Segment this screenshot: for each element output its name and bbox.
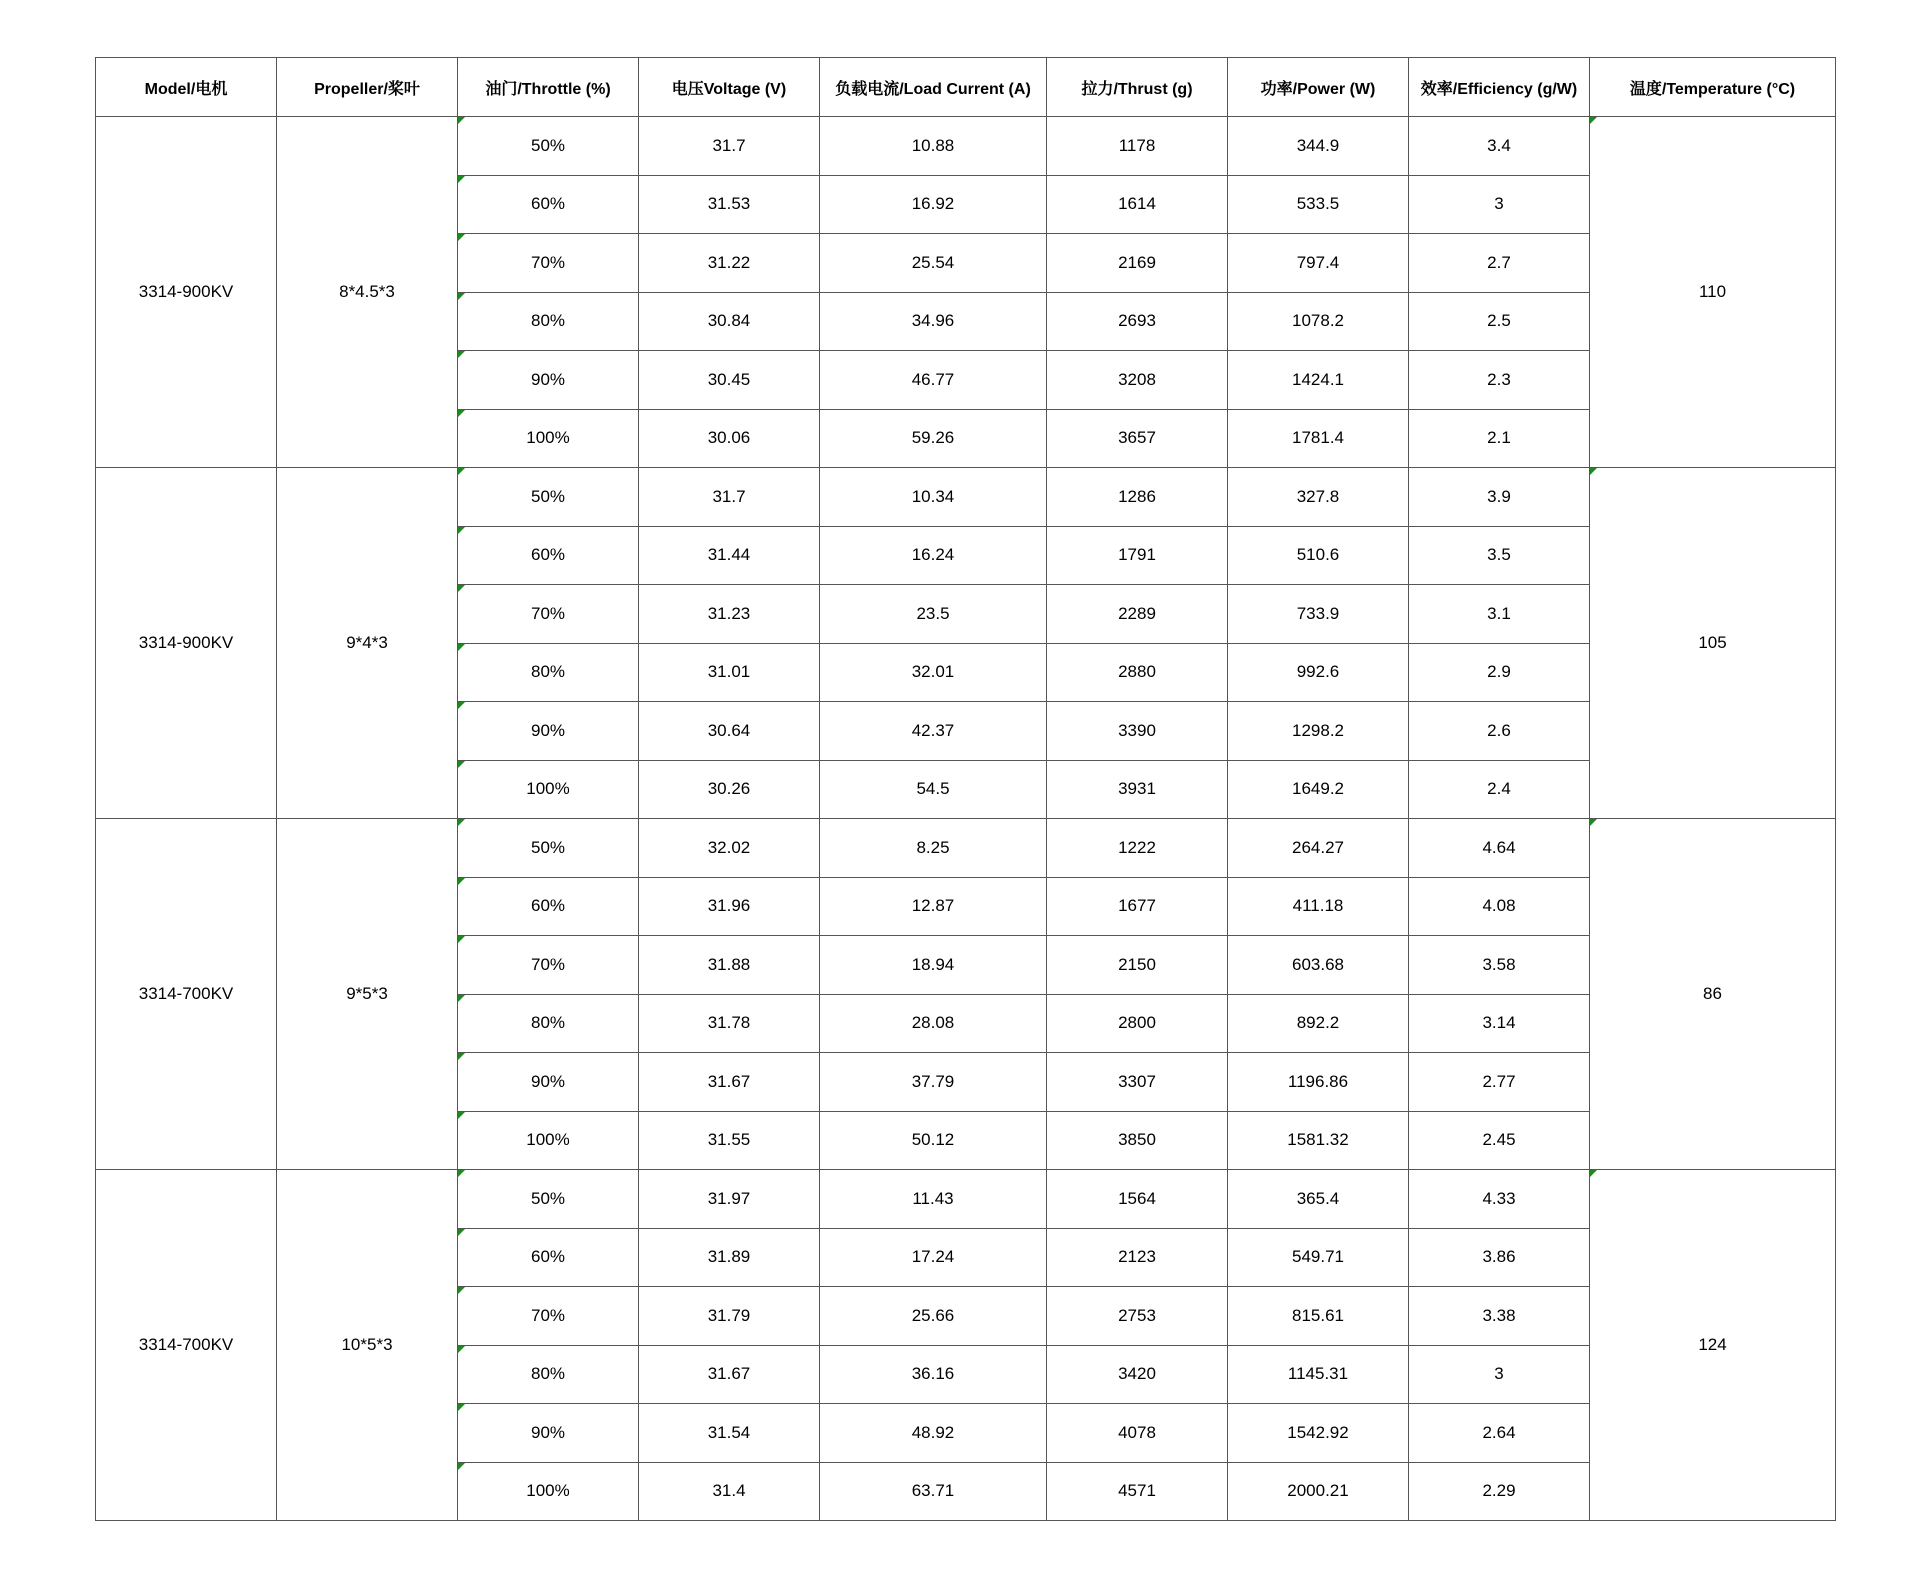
cell-throttle: 70% (458, 234, 639, 293)
cell-power: 733.9 (1228, 585, 1409, 644)
cell-voltage: 30.26 (639, 760, 820, 819)
cell-power: 1298.2 (1228, 702, 1409, 761)
cell-temperature: 105 (1590, 468, 1836, 819)
cell-thrust: 1614 (1047, 175, 1228, 234)
cell-power: 549.71 (1228, 1228, 1409, 1287)
cell-voltage: 31.22 (639, 234, 820, 293)
cell-thrust: 1677 (1047, 877, 1228, 936)
cell-thrust: 4078 (1047, 1404, 1228, 1463)
cell-power: 1078.2 (1228, 292, 1409, 351)
cell-power: 411.18 (1228, 877, 1409, 936)
cell-power: 603.68 (1228, 936, 1409, 995)
cell-throttle: 70% (458, 585, 639, 644)
cell-thrust: 3307 (1047, 1053, 1228, 1112)
cell-efficiency: 2.29 (1409, 1462, 1590, 1521)
cell-throttle: 80% (458, 1345, 639, 1404)
cell-efficiency: 2.4 (1409, 760, 1590, 819)
cell-thrust: 1222 (1047, 819, 1228, 878)
cell-voltage: 31.97 (639, 1170, 820, 1229)
cell-load-current: 10.34 (820, 468, 1047, 527)
cell-model: 3314-900KV (96, 117, 277, 468)
cell-voltage: 31.67 (639, 1345, 820, 1404)
header-row (96, 58, 1836, 117)
cell-efficiency: 3.58 (1409, 936, 1590, 995)
cell-thrust: 2800 (1047, 994, 1228, 1053)
header-throttle: 油门/Throttle (%) (458, 58, 639, 117)
cell-throttle: 80% (458, 643, 639, 702)
cell-power: 1424.1 (1228, 351, 1409, 410)
cell-power: 533.5 (1228, 175, 1409, 234)
cell-power: 797.4 (1228, 234, 1409, 293)
cell-throttle: 70% (458, 1287, 639, 1346)
cell-throttle: 90% (458, 1404, 639, 1463)
cell-throttle: 50% (458, 1170, 639, 1229)
cell-throttle: 100% (458, 1111, 639, 1170)
cell-power: 1581.32 (1228, 1111, 1409, 1170)
cell-efficiency: 3 (1409, 175, 1590, 234)
cell-power: 1781.4 (1228, 409, 1409, 468)
cell-efficiency: 3.4 (1409, 117, 1590, 176)
cell-efficiency: 2.7 (1409, 234, 1590, 293)
cell-throttle: 90% (458, 1053, 639, 1112)
header-load-current: 负载电流/Load Current (A) (820, 58, 1047, 117)
cell-load-current: 48.92 (820, 1404, 1047, 1463)
motor-spec-table (95, 57, 1836, 1521)
cell-model: 3314-700KV (96, 819, 277, 1170)
cell-temperature: 124 (1590, 1170, 1836, 1521)
cell-voltage: 30.84 (639, 292, 820, 351)
cell-thrust: 2880 (1047, 643, 1228, 702)
cell-throttle: 100% (458, 1462, 639, 1521)
header-voltage: 电压Voltage (V) (639, 58, 820, 117)
cell-thrust: 1286 (1047, 468, 1228, 527)
cell-voltage: 31.23 (639, 585, 820, 644)
cell-voltage: 31.7 (639, 117, 820, 176)
cell-efficiency: 3.9 (1409, 468, 1590, 527)
cell-load-current: 42.37 (820, 702, 1047, 761)
cell-load-current: 46.77 (820, 351, 1047, 410)
cell-throttle: 90% (458, 351, 639, 410)
cell-voltage: 30.45 (639, 351, 820, 410)
cell-power: 2000.21 (1228, 1462, 1409, 1521)
cell-power: 1145.31 (1228, 1345, 1409, 1404)
cell-temperature: 110 (1590, 117, 1836, 468)
cell-voltage: 31.01 (639, 643, 820, 702)
cell-throttle: 60% (458, 526, 639, 585)
cell-efficiency: 3.1 (1409, 585, 1590, 644)
cell-efficiency: 2.1 (1409, 409, 1590, 468)
cell-voltage: 31.53 (639, 175, 820, 234)
cell-voltage: 31.89 (639, 1228, 820, 1287)
cell-load-current: 50.12 (820, 1111, 1047, 1170)
cell-efficiency: 4.64 (1409, 819, 1590, 878)
cell-voltage: 31.78 (639, 994, 820, 1053)
cell-voltage: 31.96 (639, 877, 820, 936)
cell-load-current: 10.88 (820, 117, 1047, 176)
cell-throttle: 50% (458, 117, 639, 176)
table-row (96, 117, 1836, 176)
cell-load-current: 32.01 (820, 643, 1047, 702)
cell-temperature: 86 (1590, 819, 1836, 1170)
cell-thrust: 3931 (1047, 760, 1228, 819)
table-row (96, 468, 1836, 527)
cell-throttle: 100% (458, 760, 639, 819)
cell-voltage: 30.06 (639, 409, 820, 468)
cell-load-current: 59.26 (820, 409, 1047, 468)
header-propeller: Propeller/桨叶 (277, 58, 458, 117)
cell-efficiency: 2.5 (1409, 292, 1590, 351)
cell-load-current: 16.24 (820, 526, 1047, 585)
cell-load-current: 18.94 (820, 936, 1047, 995)
cell-throttle: 60% (458, 175, 639, 234)
cell-load-current: 36.16 (820, 1345, 1047, 1404)
cell-power: 892.2 (1228, 994, 1409, 1053)
cell-efficiency: 3.5 (1409, 526, 1590, 585)
cell-load-current: 25.54 (820, 234, 1047, 293)
cell-voltage: 31.7 (639, 468, 820, 527)
header-model: Model/电机 (96, 58, 277, 117)
cell-load-current: 11.43 (820, 1170, 1047, 1229)
table-row (96, 819, 1836, 878)
cell-load-current: 34.96 (820, 292, 1047, 351)
table-row (96, 1170, 1836, 1229)
header-temperature: 温度/Temperature (°C) (1590, 58, 1836, 117)
cell-load-current: 23.5 (820, 585, 1047, 644)
cell-throttle: 50% (458, 468, 639, 527)
cell-thrust: 3390 (1047, 702, 1228, 761)
cell-power: 1649.2 (1228, 760, 1409, 819)
cell-efficiency: 2.77 (1409, 1053, 1590, 1112)
cell-throttle: 100% (458, 409, 639, 468)
cell-thrust: 1564 (1047, 1170, 1228, 1229)
cell-thrust: 3208 (1047, 351, 1228, 410)
cell-voltage: 31.4 (639, 1462, 820, 1521)
cell-voltage: 31.88 (639, 936, 820, 995)
cell-efficiency: 3.86 (1409, 1228, 1590, 1287)
cell-power: 992.6 (1228, 643, 1409, 702)
cell-propeller: 10*5*3 (277, 1170, 458, 1521)
cell-power: 327.8 (1228, 468, 1409, 527)
cell-thrust: 3657 (1047, 409, 1228, 468)
cell-throttle: 90% (458, 702, 639, 761)
cell-efficiency: 3 (1409, 1345, 1590, 1404)
cell-propeller: 9*5*3 (277, 819, 458, 1170)
cell-load-current: 37.79 (820, 1053, 1047, 1112)
cell-load-current: 25.66 (820, 1287, 1047, 1346)
cell-voltage: 32.02 (639, 819, 820, 878)
header-power: 功率/Power (W) (1228, 58, 1409, 117)
cell-efficiency: 3.38 (1409, 1287, 1590, 1346)
cell-thrust: 3850 (1047, 1111, 1228, 1170)
cell-voltage: 31.54 (639, 1404, 820, 1463)
cell-power: 510.6 (1228, 526, 1409, 585)
cell-efficiency: 2.45 (1409, 1111, 1590, 1170)
cell-load-current: 63.71 (820, 1462, 1047, 1521)
cell-voltage: 31.67 (639, 1053, 820, 1112)
cell-power: 1542.92 (1228, 1404, 1409, 1463)
cell-throttle: 50% (458, 819, 639, 878)
cell-thrust: 3420 (1047, 1345, 1228, 1404)
cell-power: 264.27 (1228, 819, 1409, 878)
cell-throttle: 80% (458, 994, 639, 1053)
cell-thrust: 1791 (1047, 526, 1228, 585)
cell-voltage: 31.55 (639, 1111, 820, 1170)
cell-thrust: 2169 (1047, 234, 1228, 293)
cell-efficiency: 4.33 (1409, 1170, 1590, 1229)
cell-thrust: 2289 (1047, 585, 1228, 644)
cell-thrust: 2753 (1047, 1287, 1228, 1346)
cell-power: 1196.86 (1228, 1053, 1409, 1112)
cell-throttle: 60% (458, 1228, 639, 1287)
cell-efficiency: 4.08 (1409, 877, 1590, 936)
cell-voltage: 30.64 (639, 702, 820, 761)
cell-efficiency: 2.9 (1409, 643, 1590, 702)
cell-power: 365.4 (1228, 1170, 1409, 1229)
cell-thrust: 2123 (1047, 1228, 1228, 1287)
cell-load-current: 12.87 (820, 877, 1047, 936)
cell-load-current: 17.24 (820, 1228, 1047, 1287)
cell-power: 815.61 (1228, 1287, 1409, 1346)
cell-load-current: 28.08 (820, 994, 1047, 1053)
cell-efficiency: 2.64 (1409, 1404, 1590, 1463)
cell-propeller: 8*4.5*3 (277, 117, 458, 468)
cell-model: 3314-900KV (96, 468, 277, 819)
cell-thrust: 1178 (1047, 117, 1228, 176)
cell-thrust: 4571 (1047, 1462, 1228, 1521)
cell-model: 3314-700KV (96, 1170, 277, 1521)
cell-power: 344.9 (1228, 117, 1409, 176)
cell-voltage: 31.79 (639, 1287, 820, 1346)
cell-throttle: 80% (458, 292, 639, 351)
cell-load-current: 8.25 (820, 819, 1047, 878)
table-body (96, 117, 1836, 1521)
cell-propeller: 9*4*3 (277, 468, 458, 819)
cell-efficiency: 2.6 (1409, 702, 1590, 761)
cell-efficiency: 2.3 (1409, 351, 1590, 410)
header-thrust: 拉力/Thrust (g) (1047, 58, 1228, 117)
cell-throttle: 60% (458, 877, 639, 936)
cell-voltage: 31.44 (639, 526, 820, 585)
cell-load-current: 54.5 (820, 760, 1047, 819)
cell-efficiency: 3.14 (1409, 994, 1590, 1053)
cell-load-current: 16.92 (820, 175, 1047, 234)
cell-thrust: 2693 (1047, 292, 1228, 351)
header-efficiency: 效率/Efficiency (g/W) (1409, 58, 1590, 117)
cell-thrust: 2150 (1047, 936, 1228, 995)
cell-throttle: 70% (458, 936, 639, 995)
